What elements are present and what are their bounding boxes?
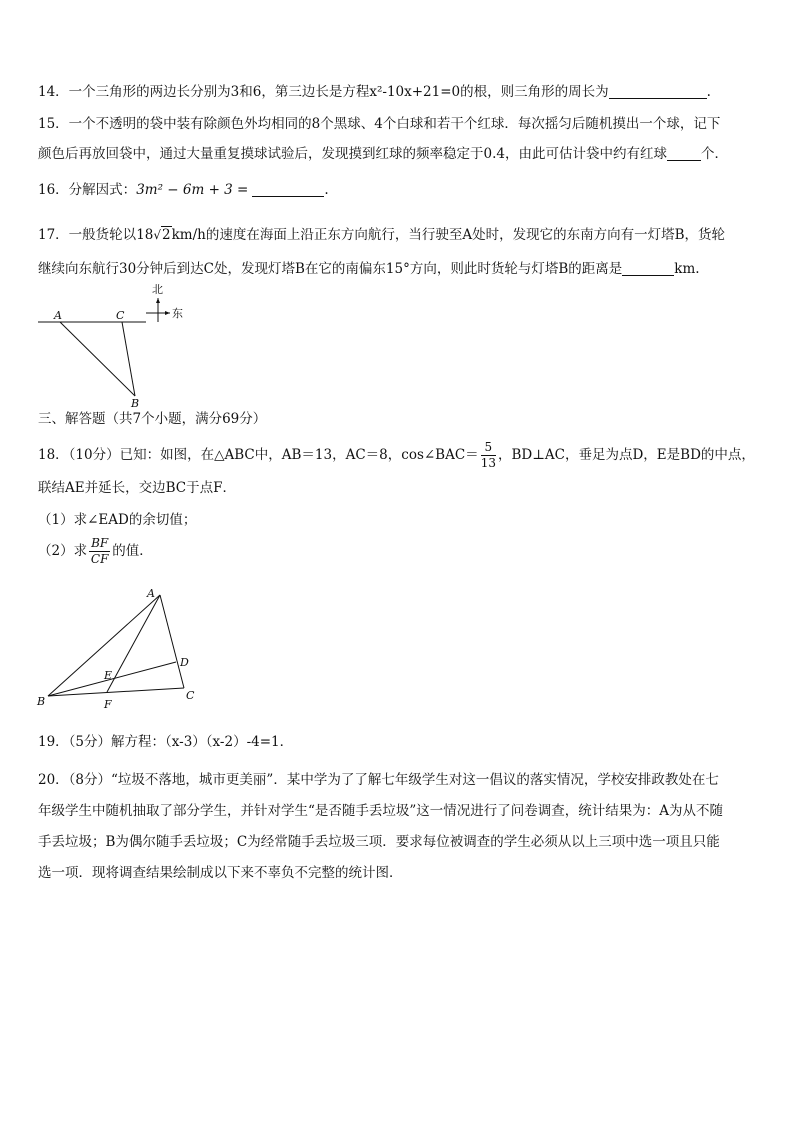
q18-label-c: C <box>186 689 195 702</box>
question-18-sub1: （1）求∠EAD的余切值； <box>38 512 197 528</box>
q18-label-d: D <box>180 656 189 669</box>
q18-ratio-fraction <box>89 536 110 567</box>
q17-label-east: 东 <box>172 307 183 320</box>
q18-ratio-num: BF <box>91 536 109 550</box>
q18-sub2-prefix: （2）求 <box>38 543 88 559</box>
q18-segment-af <box>107 595 160 692</box>
q17-end: km. <box>674 261 700 277</box>
question-17-line2 <box>38 260 700 278</box>
question-17-line1: 17．一般货轮以18√2km/h的速度在海面上沿正东方向航行，当行驶至A处时，发现它的东南方向有一灯塔B，货轮 <box>38 227 726 243</box>
q17-line2-text: 继续向东航行30分钟后到达C处，发现灯塔B在它的南偏东15°方向，则此时货轮与灯塔B的距离是 <box>38 261 623 277</box>
q16-end: . <box>324 182 329 198</box>
q18-frac-num: 5 <box>481 440 496 456</box>
q17-rest: 的速度在海面上沿正东方向航行，当行驶至A处时，发现它的东南方向有一灯塔B，货轮 <box>205 227 726 243</box>
q18-ratio-den: CF <box>90 552 109 566</box>
question-20-line3: 手丢垃圾；B为偶尔随手丢垃圾；C为经常随手丢垃圾三项．要求每位被调查的学生必须从以上三项中选一项且只能 <box>38 834 720 850</box>
q18-rest: ，BD⊥AC，垂足为点D，E是BD的中点， <box>497 447 755 463</box>
q18-prefix: 18．（10分）已知：如图，在△ABC中，AB＝13，AC＝8，cos∠BAC＝ <box>38 447 479 463</box>
q14-equation: x²-10x+21=0 <box>369 84 461 100</box>
q18-label-e: E <box>104 669 113 682</box>
q15-line2-text: 颜色后再放回袋中，通过大量重复摸球试验后，发现摸到红球的频率稳定于0.4，由此可估计袋中约有红球 <box>38 146 667 162</box>
q18-label-f: F <box>104 698 112 711</box>
east-arrowhead-icon <box>165 311 170 315</box>
question-20-line2: 年级学生中随机抽取了部分学生，并针对学生“是否随手丢垃圾”这一情况进行了问卷调查，统计结果为：A为从不随 <box>38 803 724 819</box>
q17-label-c: C <box>116 309 125 322</box>
q18-frac-den: 13 <box>480 456 496 470</box>
question-18-sub2 <box>38 536 153 567</box>
question-18-line1 <box>38 440 755 471</box>
q17-figure <box>30 282 200 412</box>
section-3-title: 三、解答题（共7个小题，满分69分） <box>38 411 267 427</box>
question-14 <box>38 83 711 101</box>
question-18-line2: 联结AE并延长，交边BC于点F． <box>38 480 236 496</box>
q15-end: 个． <box>700 146 728 162</box>
question-19: 19．（5分）解方程：（x-3）（x-2）-4=1． <box>38 734 294 750</box>
q17-label-north: 北 <box>152 283 163 296</box>
q17-speed-radicand: 2 <box>162 227 171 243</box>
north-arrowhead-icon <box>156 298 160 303</box>
q14-end: . <box>706 84 711 100</box>
q18-side-bc <box>48 688 184 696</box>
q18-cos-fraction <box>481 440 496 471</box>
q18-triangle-figure <box>34 583 204 711</box>
q17-label-a: A <box>54 309 62 322</box>
q18-label-b: B <box>37 695 46 708</box>
question-15-line1: 15．一个不透明的袋中装有除颜色外均相同的8个黑球、4个白球和若干个红球．每次摇匀后随机摸出一个球，记下 <box>38 116 721 132</box>
question-20-line4: 选一项．现将调查结果绘制成以下来不辜负不完整的统计图． <box>38 865 403 881</box>
q17-speed-unit: km/h <box>171 227 206 243</box>
q18-side-ac <box>160 595 184 688</box>
question-15-line2 <box>38 145 728 163</box>
q18-label-a: A <box>147 587 155 600</box>
q17-answer-blank[interactable] <box>622 261 674 276</box>
question-16 <box>38 181 329 199</box>
q15-answer-blank[interactable] <box>667 146 701 161</box>
q16-answer-blank[interactable] <box>252 182 324 197</box>
question-20-line1: 20．（8分）“垃圾不落地，城市更美丽”．某中学为了了解七年级学生对这一倡议的落实情况，学校安排政教处在七 <box>38 772 719 788</box>
q18-sub2-suffix: 的值． <box>112 543 153 559</box>
q17-prefix: 17．一般货轮以 <box>38 227 137 243</box>
q16-expression: 3m² − 6m + 3 = <box>136 182 249 198</box>
q14-prefix: 14．一个三角形的两边长分别为3和6，第三边长是方程 <box>38 84 370 100</box>
q17-speed-coef: 18 <box>136 227 154 243</box>
q14-answer-blank[interactable] <box>609 84 707 99</box>
q16-prefix: 16．分解因式： <box>38 182 137 198</box>
q17-label-b: B <box>131 397 140 410</box>
q14-suffix: 的根，则三角形的周长为 <box>460 84 609 100</box>
